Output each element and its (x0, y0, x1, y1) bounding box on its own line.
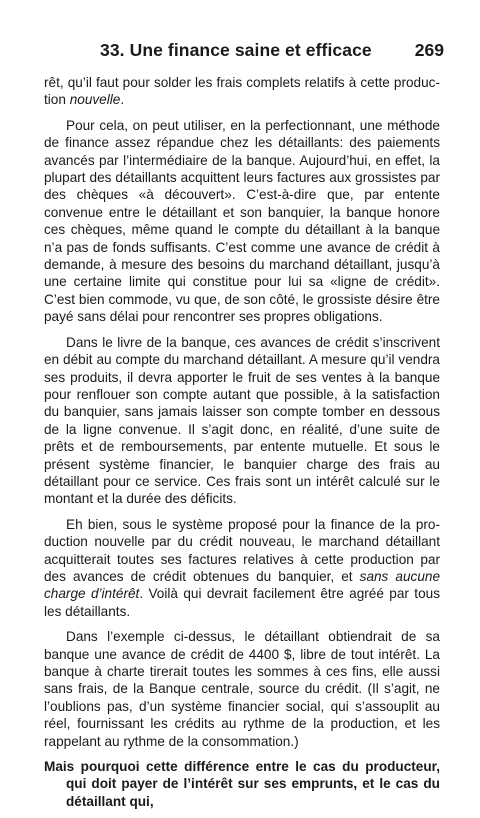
page-number: 269 (414, 40, 444, 60)
body-text (44, 74, 440, 818)
question-heading (44, 758, 440, 810)
text-run: . Voilà qui devrait facilement être agréé par tous les détaillants. (44, 586, 441, 619)
text-run: rêt, qu’il faut pour solder les frais complets relatifs à cette production (44, 75, 440, 108)
text-run: Pour cela, on peut utiliser, en la perfectionnant, une méthode de finance assez répandue chez les détaillants: des paiements avancés par l’intermédiaire de la banque. Aujourd’hui, en effet, la plupart des détaillants acquittent leurs factures aux grossistes par des chèques «à découvert». C’est-à-dire que, par entente convenue entre le détaillant et son banquier, la banque honore ces chèques, même quand le compte du détaillant à la banque n’a pas de fonds suffisants. C’est comme une avance de crédit à demande, à mesure des besoins du marchand détaillant, jusqu’à une certaine limite qui constitue pour lui sa «ligne de crédit». C’est bien commode, vu que, de son côté, le grossiste désire être payé sans délai pour rencontrer ses propres obligations. (44, 117, 440, 325)
italic-text: sans aucune charge d’intérêt (44, 568, 441, 602)
text-run: Eh bien, sous le système proposé pour la finance de la production nouvelle par du crédit nouveau, le marchand détaillant acquitterait toutes ses factures relatives à cette production par des avances de crédit obtenues du banquier, et (44, 516, 440, 584)
text-run: Dans l’exemple ci-dessus, le détaillant obtiendrait de sa banque une avance de crédit de 4400 $, libre de tout intérêt. La banque à charte tirerait toutes les sommes à ces fins, elle aussi sans frais, de la Banque centrale, source du crédit. (Il s’agit, ne l’oublions pas, d’un système financier social, qui s’assouplit au réel, fournissant les crédits au rythme de la production, et les rappelant au rythme de la consommation.) (44, 629, 440, 749)
chapter-title: 33. Une finance saine et efficace (100, 40, 372, 60)
paragraph (44, 516, 440, 620)
running-head (40, 40, 444, 66)
paragraph (44, 628, 440, 750)
italic-text: nouvelle (69, 92, 121, 108)
text-run: . (120, 92, 125, 108)
paragraph (44, 334, 440, 508)
paragraph (44, 117, 440, 326)
text-run: Dans le livre de la banque, ces avances de crédit s’inscrivent en débit au compte du marchand détaillant. A mesure qu’il vendra ses produits, il devra apporter le fruit de ses ventes à la banque pour renflouer son compte autant que possible, à la satisfaction du banquier, sans jamais laisser son compte tomber en dessous de la ligne convenue. Il s’agit donc, en réalité, d’une suite de prêts et de remboursements, par entente mutuelle. Et sous le présent système financier, le banquier charge des frais au détaillant pour ce service. Ces frais sont un intérêt calculé sur le montant et la durée des déficits. (44, 334, 440, 507)
text-run: Mais pourquoi cette différence entre le cas du producteur, qui doit payer de l’intérêt sur ses emprunts, et le cas du détaillant qui, (44, 759, 440, 809)
paragraph (44, 74, 440, 109)
